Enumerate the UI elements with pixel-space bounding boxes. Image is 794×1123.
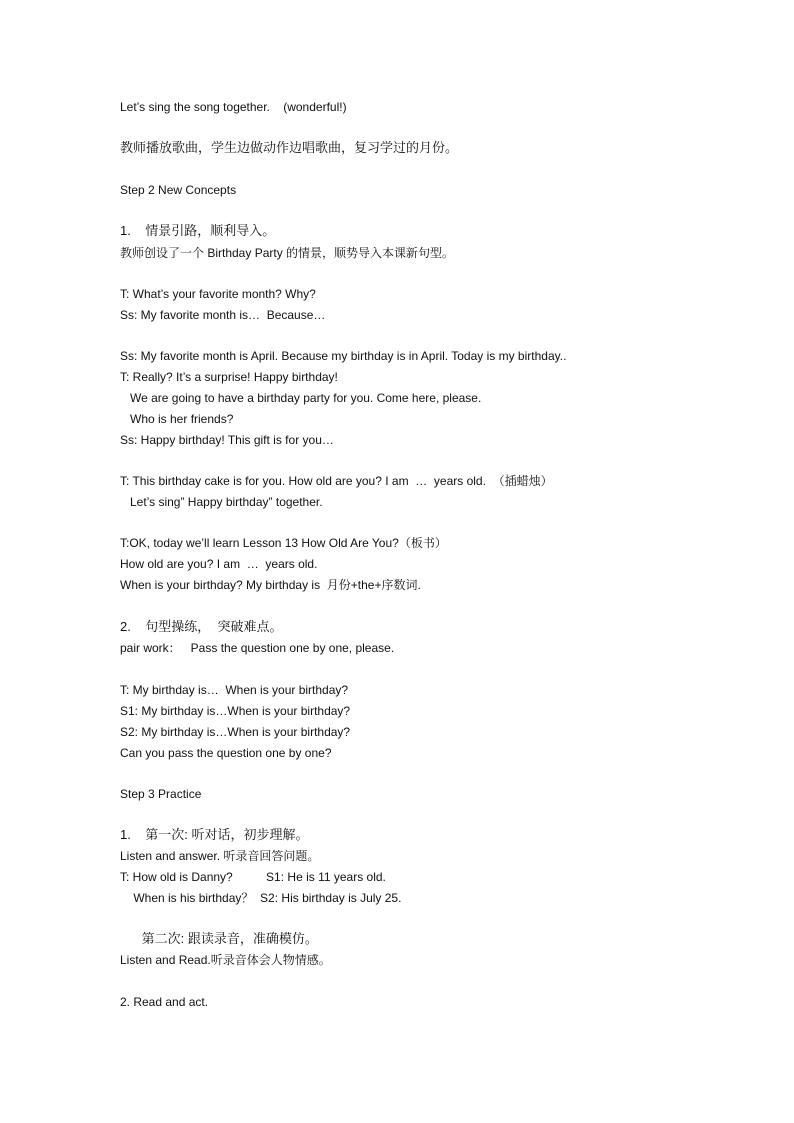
text-line: Let’s sing” Happy birthday” together. [120,495,323,509]
text-line: T: My birthday is… When is your birthday? [120,683,349,697]
text-line: How old are you? I am … years old. [120,557,318,571]
text-line: 2. 句型操练， 突破难点。 [120,619,283,634]
text-line: 1. 第一次: 听对话，初步理解。 [120,827,309,842]
text-line: Who is her friends? [120,412,234,426]
text-line: 1. 情景引路，顺利导入。 [120,223,276,238]
text-line: T: What’s your favorite month? Why? [120,287,316,301]
text-line: Listen and Read.听录音体会人物情感。 [120,953,331,967]
text-line: Ss: My favorite month is April. Because my birthday is in April. Today is my birthday.. [120,349,567,363]
text-line: S2: My birthday is…When is your birthday? [120,725,351,739]
text-line: T: Really? It’s a surprise! Happy birthday! [120,370,338,384]
text-line: S1: My birthday is…When is your birthday? [120,704,351,718]
text-line: 教师创设了一个 Birthday Party 的情景，顺势导入本课新句型。 [120,246,455,260]
text-line: 第二次: 跟读录音，准确模仿。 [120,931,318,946]
text-line: Ss: Happy birthday! This gift is for you… [120,433,334,447]
text-line: We are going to have a birthday party for you. Come here, please. [120,391,482,405]
section-heading: Step 2 New Concepts [120,183,237,197]
text-line: Listen and answer. 听录音回答问题。 [120,849,320,863]
text-line: T: This birthday cake is for you. How old are you? I am … years old. （插蜡烛） [120,474,553,488]
text-line: Ss: My favorite month is… Because… [120,308,326,322]
text-line: When is your birthday? My birthday is 月份+the+序数词. [120,578,421,592]
text-line: 教师播放歌曲，学生边做动作边唱歌曲，复习学过的月份。 [120,140,459,155]
text-line: T:OK, today we’ll learn Lesson 13 How Old Are You?（板书） [120,536,447,550]
section-heading: Step 3 Practice [120,787,202,801]
text-line: Let’s sing the song together. (wonderful!) [120,100,347,114]
text-line: 2. Read and act. [120,995,209,1009]
text-line: pair work： Pass the question one by one, please. [120,641,395,655]
text-line: T: How old is Danny? S1: He is 11 years old. [120,870,386,884]
text-line: Can you pass the question one by one? [120,746,332,760]
text-line: When is his birthday？ S2: His birthday is July 25. [120,891,402,905]
